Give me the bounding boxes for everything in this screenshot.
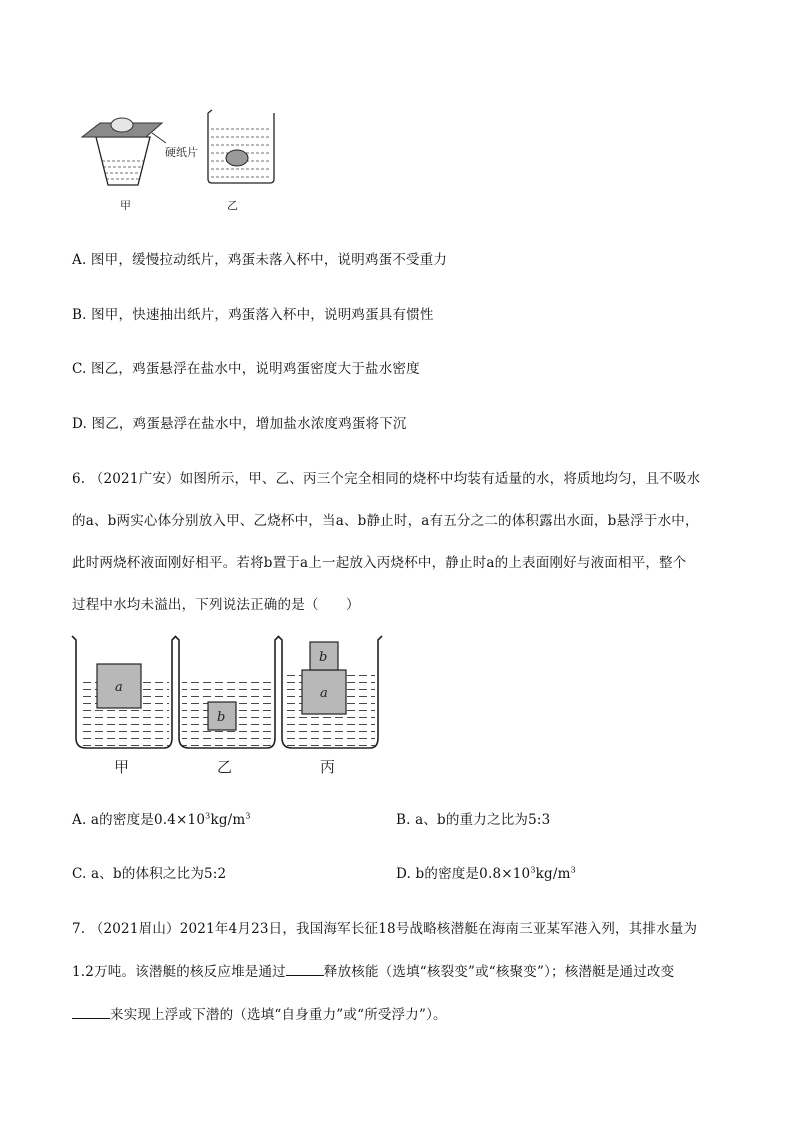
q6-stem-line-2: 的a、b两实心体分别放入甲、乙烧杯中，当a、b静止时，a有五分之二的体积露出水面，b悬浮于水中，: [72, 513, 699, 529]
q7-line-3: 来实现上浮或下潜的（选填“自身重力”或“所受浮力”）。: [72, 1003, 447, 1023]
q6-stem-line-4: 过程中水均未溢出，下列说法正确的是（ ）: [72, 597, 360, 613]
card-label: 硬纸片: [165, 146, 198, 159]
egg-on-card: [111, 118, 133, 132]
q7-line-1: 7. （2021眉山）2021年4月23日，我国海军长征18号战略核潜艇在海南三亚某军港入列，其排水量为: [72, 921, 698, 937]
q5-option-d: D. 图乙，鸡蛋悬浮在盐水中，增加盐水浓度鸡蛋将下沉: [72, 416, 407, 432]
answer-blank-1[interactable]: [286, 974, 324, 976]
beaker-yi: [175, 636, 279, 748]
beaker-jia: [72, 636, 176, 748]
svg-text:b: b: [217, 710, 226, 725]
q6-stem-line-1: 6. （2021广安）如图所示，甲、乙、丙三个完全相同的烧杯中均装有适量的水，将质地均匀，且不吸水: [72, 471, 701, 487]
cap-jia: 甲: [120, 199, 131, 212]
q6-option-c: C. a、b的体积之比为5:2: [72, 866, 227, 882]
cap-beaker-1: 甲: [114, 758, 130, 776]
figure-three-beakers: [70, 630, 390, 780]
cap-beaker-3: 丙: [320, 758, 336, 776]
q5-option-b: B. 图甲，快速抽出纸片，鸡蛋落入杯中，说明鸡蛋具有惯性: [72, 307, 434, 323]
svg-text:a: a: [115, 680, 123, 695]
beaker-bing: [278, 636, 382, 748]
q6-stem-line-3: 此时两烧杯液面刚好相平。若将b置于a上一起放入丙烧杯中，静止时a的上表面刚好与液面相平，整个: [72, 555, 687, 571]
q6-option-d: D. b的密度是$0.8\times 10^3kg/m^3$: [396, 865, 576, 882]
svg-text:b: b: [319, 650, 328, 665]
q7-line-2: 1.2万吨。该潜艇的核反应堆是通过 释放核能（选填“核裂变”或“核聚变”）；核潜艇是通过改变: [72, 964, 675, 980]
answer-blank-2[interactable]: [72, 1017, 110, 1019]
q5-option-a: A. 图甲，缓慢拉动纸片，鸡蛋未落入杯中，说明鸡蛋不受重力: [72, 252, 448, 268]
cap-yi: 乙: [227, 199, 238, 212]
beaker-right: [208, 110, 274, 183]
egg-in-beaker: [226, 150, 248, 166]
figure-egg-experiment: [70, 105, 300, 215]
q6-option-b: B. a、b的重力之比为5:3: [396, 812, 551, 828]
q5-option-c: C. 图乙，鸡蛋悬浮在盐水中，说明鸡蛋密度大于盐水密度: [72, 361, 420, 377]
svg-text:a: a: [320, 686, 328, 701]
q6-option-a: A. a的密度是$0.4\times 10^3kg/m^3$: [72, 811, 251, 828]
cap-beaker-2: 乙: [217, 758, 233, 776]
